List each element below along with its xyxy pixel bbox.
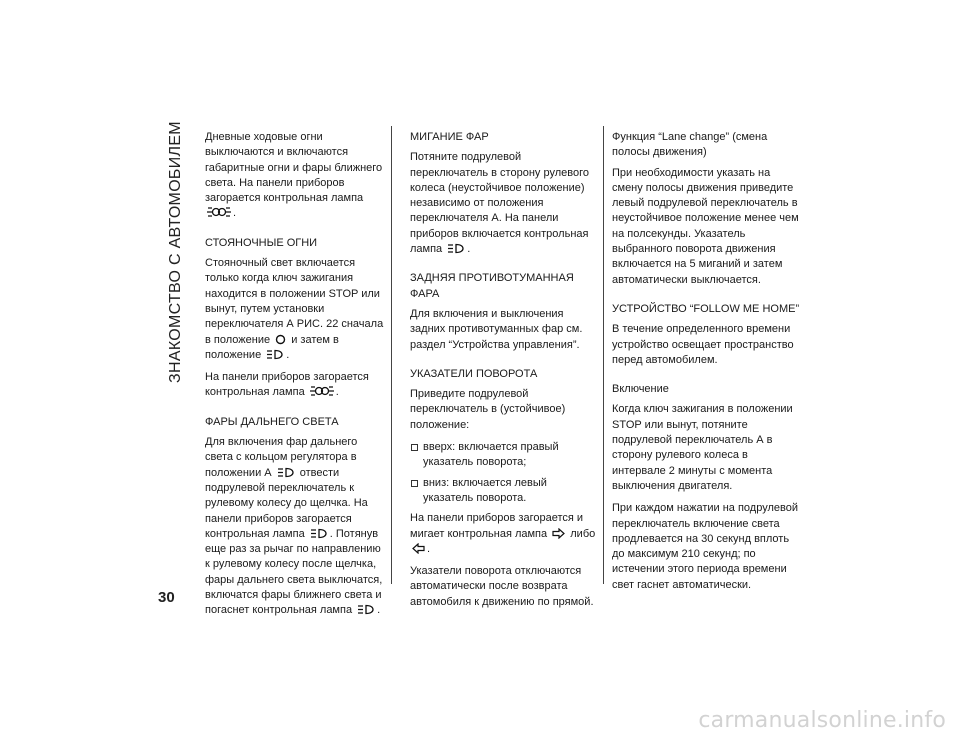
- paragraph-turn-intro: Приведите подрулевой переключатель в (устойчивое) положение:: [410, 388, 566, 431]
- heading-lane-change: Функция “Lane change” (смена полосы движения): [612, 131, 768, 159]
- column-divider-1: [391, 126, 392, 584]
- paragraph-follow-me-home: В течение определенного времени устройство освещает пространство перед автомобилем.: [612, 323, 794, 366]
- heading-headlight-flash: МИГАНИЕ ФАР: [410, 131, 489, 143]
- heading-rear-fog: ЗАДНЯЯ ПРОТИВОТУМАННАЯ ФАРА: [410, 272, 574, 300]
- column-divider-2: [603, 126, 604, 584]
- column-middle: [410, 130, 598, 617]
- paragraph-high-beam: Для включения фар дальнего света с кольцом регулятора в положении А отвести подрулевой переключатель к рулевому колесу до щелчка. На панели приборов загорается контрольная лампа . Потянув еще раз за рычаг по направлению к рулевому колесу после щелчка, фары дальнего света выключатся, включатся фары ближнего света и погаснет контрольная лампа .: [205, 436, 383, 617]
- right-turn-arrow-icon: [552, 528, 565, 539]
- paragraph-drl: Дневные ходовые огни выключаются и включаются габаритные огни и фары ближнего света. На панели приборов загорается контрольная лампа .: [205, 131, 383, 220]
- list-item: вверх: включается правый указатель поворота;: [410, 440, 598, 471]
- parking-lights-icon: [310, 385, 334, 397]
- high-beam-icon: [310, 528, 328, 539]
- paragraph-parking: Стояночный свет включается только когда ключ зажигания находится в положении STOP или вынут, путем установки переключателя А РИС. 22 сначала в положение и затем в положение .: [205, 257, 384, 361]
- heading-turn-signals: УКАЗАТЕЛИ ПОВОРОТА: [410, 367, 538, 380]
- parking-lights-icon: [207, 206, 231, 218]
- high-beam-icon: [447, 243, 465, 254]
- bullet-box-icon: [411, 444, 418, 451]
- paragraph-flash: Потяните подрулевой переключатель в сторону рулевого колеса (неустойчивое положение) независимо от положения переключателя А. На панели приборов включается контрольная лампа .: [410, 151, 589, 256]
- paragraph-activation-1: Когда ключ зажигания в положении STOP или вынут, потяните подрулевой переключатель А в сторону рулевого колеса в интервале 2 минуты с момента выключения двигателя.: [612, 403, 793, 492]
- list-item: вниз: включается левый указатель поворота.: [410, 476, 598, 507]
- column-left: [205, 130, 387, 626]
- paragraph-turn-off: Указатели поворота отключаются автоматически после возврата автомобиля к движению по прямой.: [410, 565, 594, 608]
- high-beam-icon: [357, 604, 375, 615]
- paragraph-parking-lamp: На панели приборов загорается контрольная лампа .: [205, 371, 369, 399]
- paragraph-rear-fog: Для включения и выключения задних противотуманных фар см. раздел “Устройства управления”.: [410, 307, 583, 351]
- parking-light-icon: [266, 349, 284, 360]
- bullet-box-icon: [411, 480, 418, 487]
- heading-follow-me-home: УСТРОЙСТВО “FOLLOW ME HOME”: [612, 302, 800, 315]
- page-number: 30: [158, 589, 175, 606]
- heading-high-beam: ФАРЫ ДАЛЬНЕГО СВЕТА: [205, 415, 339, 428]
- paragraph-activation-2: При каждом нажатии на подрулевой переключатель включение света продлевается на 30 секунд вплоть до максимум 210 секунд; по истечении этого периода времени свет гаснет автоматически.: [612, 502, 798, 591]
- heading-parking-lights: СТОЯНОЧНЫЕ ОГНИ: [205, 236, 318, 249]
- paragraph-lane-change: При необходимости указать на смену полосы движения приведите левый подрулевой переключатель в неустойчивое положение менее чем на полсекунды. Указатель выбранного поворота движения включается на 5 миганий и затем автоматически выключается.: [612, 166, 799, 286]
- section-title-text: ЗНАКОМСТВО С АВТОМОБИЛЕМ: [167, 121, 185, 383]
- position-o-icon: [275, 334, 286, 345]
- watermark: carmanualsonline.info: [698, 708, 946, 733]
- high-beam-icon: [277, 467, 295, 478]
- column-right: [612, 130, 800, 600]
- paragraph-turn-lamp: На панели приборов загорается и мигает контрольная лампа либо .: [410, 512, 596, 555]
- heading-activation: Включение: [612, 383, 669, 396]
- left-turn-arrow-icon: [412, 543, 425, 554]
- section-title-vertical: [163, 121, 189, 383]
